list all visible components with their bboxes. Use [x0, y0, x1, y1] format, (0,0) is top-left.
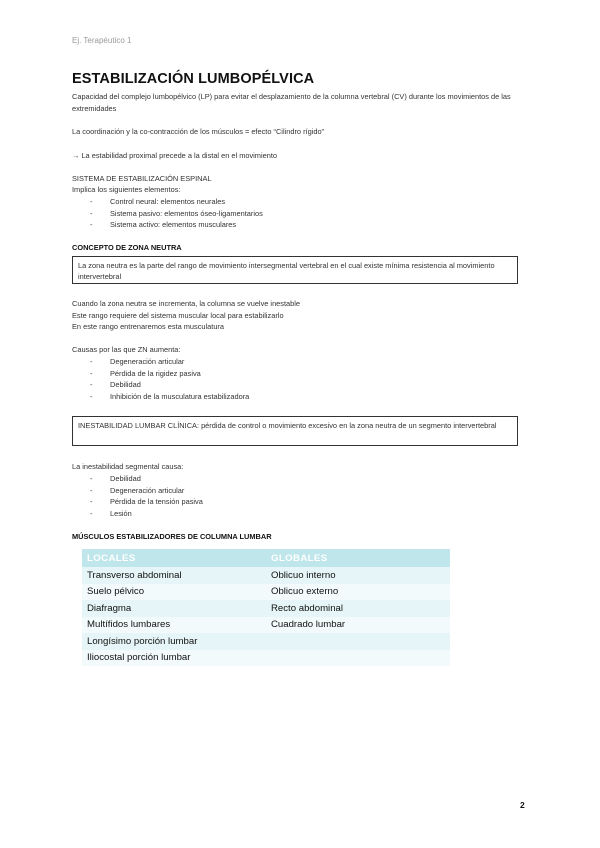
list-item: - Degeneración articular [90, 356, 249, 368]
table-header-row [82, 549, 450, 567]
proximal-stability-text: → La estabilidad proximal precede a la distal en el movimiento [72, 151, 277, 160]
table-row [82, 567, 450, 584]
table-cell: Suelo pélvico [82, 584, 266, 601]
list-item: - Sistema pasivo: elementos óseo-ligamentarios [90, 208, 263, 220]
table-row [82, 600, 450, 617]
inestabilidad-lead: La inestabilidad segmental causa: [72, 462, 184, 471]
list-item: - Pérdida de la tensión pasiva [90, 496, 203, 508]
list-item: - Debilidad [90, 473, 203, 485]
causas-lead: Causas por las que ZN aumenta: [72, 345, 181, 354]
table-cell: Oblicuo interno [266, 567, 450, 584]
column-header-locales: LOCALES [82, 549, 266, 567]
list-item: - Debilidad [90, 379, 249, 391]
list-item: - Inhibición de la musculatura estabilizadora [90, 391, 249, 403]
table-row [82, 617, 450, 634]
table-cell: Multífidos lumbares [82, 617, 266, 634]
list-item: - Sistema activo: elementos musculares [90, 219, 263, 231]
table-cell: Transverso abdominal [82, 567, 266, 584]
list-item: - Degeneración articular [90, 485, 203, 497]
musculos-table [82, 549, 450, 666]
zona-neutra-line-2: Este rango requiere del sistema muscular local para estabilizarlo [72, 311, 284, 320]
sistema-heading: SISTEMA DE ESTABILIZACIÓN ESPINAL [72, 174, 212, 183]
musculos-heading: MÚSCULOS ESTABILIZADORES DE COLUMNA LUMBAR [72, 532, 272, 541]
table-cell [266, 650, 450, 667]
zona-neutra-line-3: En este rango entrenaremos esta musculatura [72, 322, 225, 331]
zona-neutra-heading: CONCEPTO DE ZONA NEUTRA [72, 243, 182, 252]
page-header: Ej. Terapéutico 1 [72, 36, 132, 45]
inestabilidad-box: INESTABILIDAD LUMBAR CLÍNICA: pérdida de control o movimiento excesivo en la zona neutra de un segmento intervertebral [72, 416, 518, 446]
zona-neutra-line-1: Cuando la zona neutra se incrementa, la columna se vuelve inestable [72, 299, 301, 308]
table-cell: Recto abdominal [266, 600, 450, 617]
table-row [82, 584, 450, 601]
sistema-lead: Implica los siguientes elementos: [72, 185, 181, 194]
list-item: - Control neural: elementos neurales [90, 196, 263, 208]
zona-neutra-box: La zona neutra es la parte del rango de movimiento intersegmental vertebral en el cual existe mínima resistencia al movimiento intervertebral [72, 256, 518, 284]
column-header-globales: GLOBALES [266, 549, 450, 567]
list-item: - Lesión [90, 508, 203, 520]
page-number: 2 [520, 800, 525, 810]
table-cell: Diafragma [82, 600, 266, 617]
inestabilidad-list [72, 473, 203, 519]
list-item: - Pérdida de la rigidez pasiva [90, 368, 249, 380]
table-cell [266, 633, 450, 650]
coordination-text: La coordinación y la co-contracción de los músculos = efecto “Cilindro rígido” [72, 127, 325, 136]
causas-list [72, 356, 249, 402]
table-cell: Cuadrado lumbar [266, 617, 450, 634]
table-row [82, 633, 450, 650]
table-cell: Longísimo porción lumbar [82, 633, 266, 650]
page-title: ESTABILIZACIÓN LUMBOPÉLVICA [72, 71, 315, 87]
table-row [82, 650, 450, 667]
sistema-list [72, 196, 263, 231]
table-cell: Oblicuo externo [266, 584, 450, 601]
definition-paragraph: Capacidad del complejo lumbopélvico (LP) para evitar el desplazamiento de la columna vertebral (CV) durante los movimientos de las extremidades [72, 92, 511, 113]
table-cell: Iliocostal porción lumbar [82, 650, 266, 667]
